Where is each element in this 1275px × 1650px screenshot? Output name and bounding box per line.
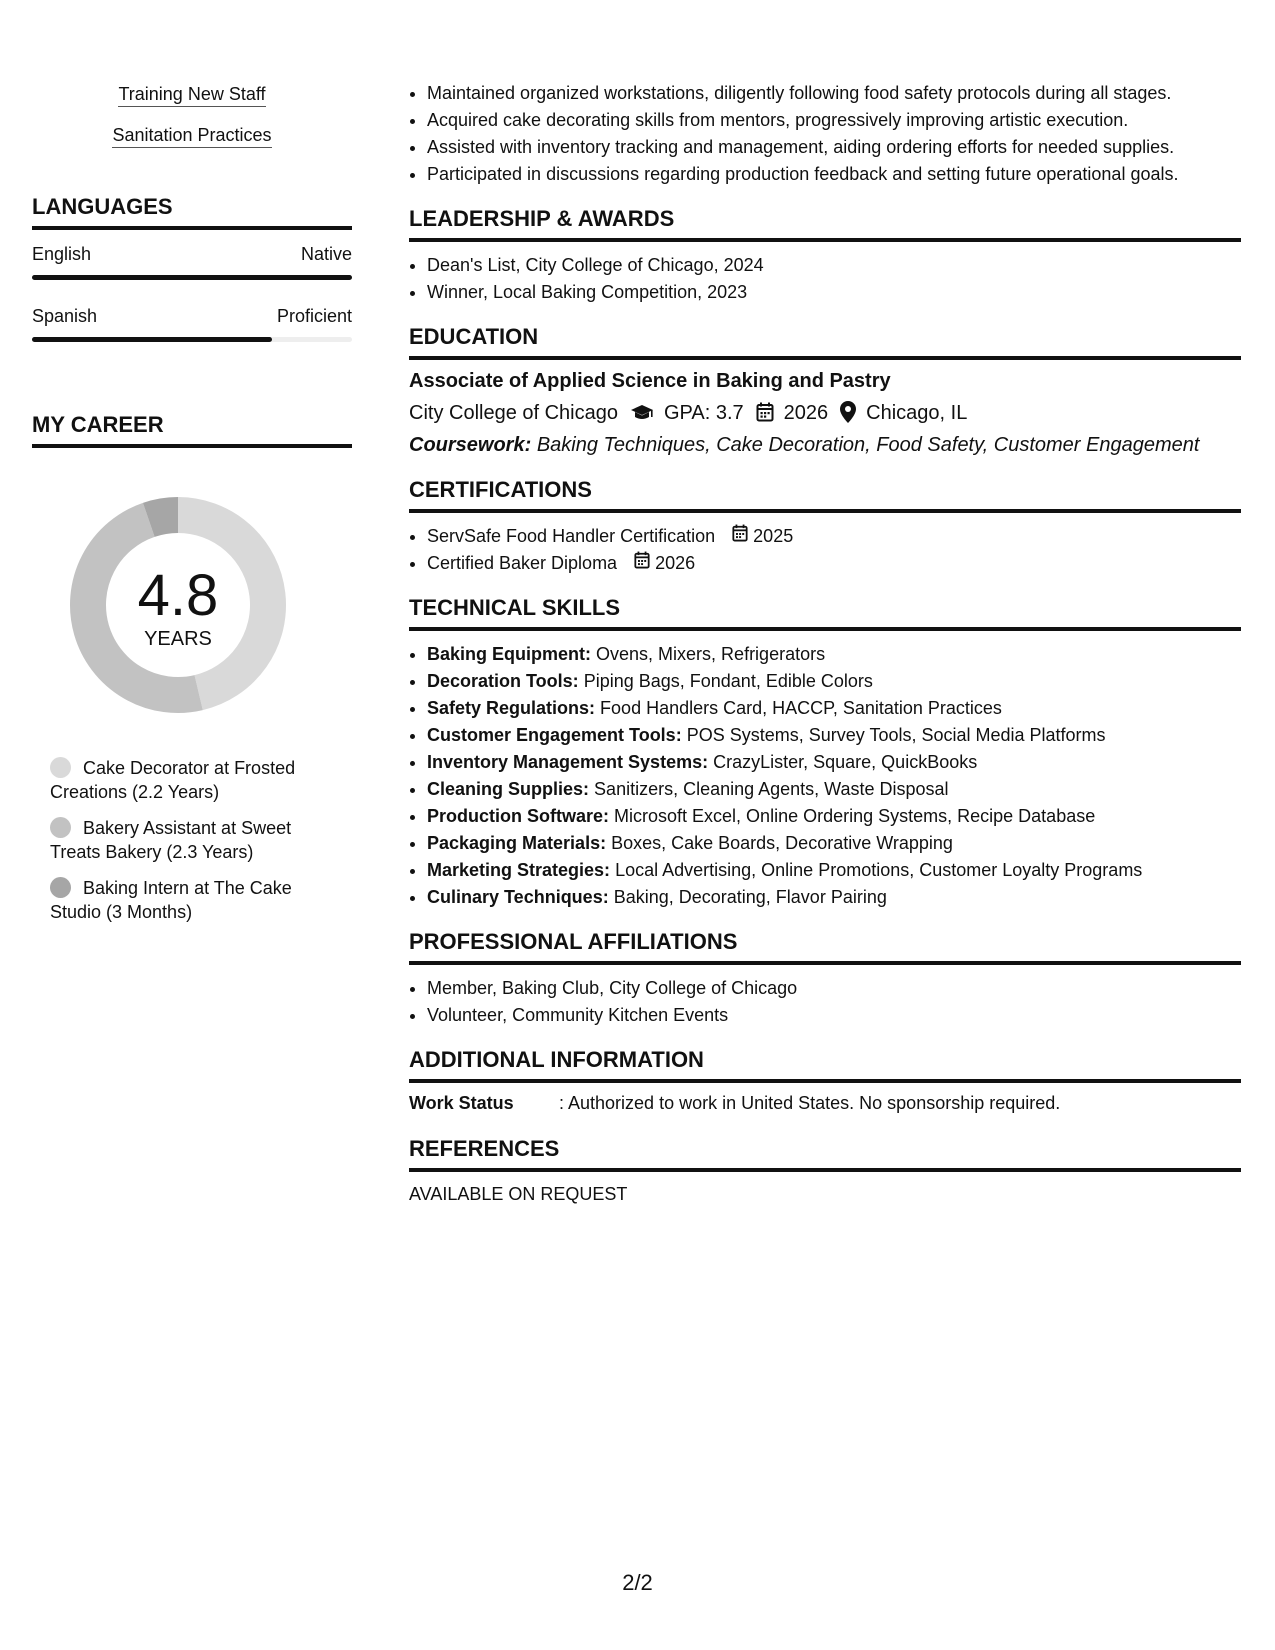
career-list [50, 756, 352, 924]
career-item: Baking Intern at The Cake Studio (3 Months) [50, 878, 292, 922]
calendar-icon [634, 553, 650, 573]
education-year: 2026 [783, 402, 829, 424]
coursework-label: Coursework: [409, 434, 532, 456]
career-item: Bakery Assistant at Sweet Treats Bakery (2.3 Years) [50, 818, 292, 862]
career-heading: MY CAREER [32, 412, 352, 448]
right-column [409, 80, 1241, 1205]
language-bar [32, 275, 352, 280]
education-coursework [409, 434, 1241, 457]
affiliations-list [409, 975, 1241, 1029]
language-level: Proficient [276, 306, 352, 326]
legend-dot [50, 757, 71, 778]
education-gpa: GPA: 3.7 [664, 402, 744, 424]
career-total-years: 4.8 [137, 563, 219, 628]
work-status-row [409, 1093, 1241, 1114]
work-status-value: : Authorized to work in United States. No sponsorship required. [559, 1093, 1061, 1113]
certifications-list [409, 523, 1241, 577]
languages-heading: LANGUAGES [32, 194, 352, 230]
technical-skill-item: • Culinary Techniques: Baking, Decorating, Flavor Pairing [427, 884, 1241, 911]
legend-dot [50, 817, 71, 838]
language-bar-fill [32, 275, 352, 280]
language-bar-fill [32, 337, 272, 342]
experience-bullet: • Acquired cake decorating skills from mentors, progressively improving artistic execution. [427, 107, 1241, 134]
education-school: City College of Chicago [409, 402, 618, 424]
education-degree: Associate of Applied Science in Baking and Pastry [409, 370, 891, 392]
technical-skill-item: • Cleaning Supplies: Sanitizers, Cleaning Agents, Waste Disposal [427, 776, 1241, 803]
education-details [409, 401, 1241, 426]
leadership-heading: LEADERSHIP & AWARDS [409, 206, 1241, 242]
certification-item [427, 550, 1241, 577]
technical-skill-item: • Decoration Tools: Piping Bags, Fondant, Edible Colors [427, 668, 1241, 695]
left-column [32, 84, 352, 936]
legend-dot [50, 877, 71, 898]
leadership-item: • Winner, Local Baking Competition, 2023 [427, 279, 1241, 306]
experience-bullets [409, 80, 1241, 188]
technical-skill-item: • Inventory Management Systems: CrazyLister, Square, QuickBooks [427, 749, 1241, 776]
language-spanish [32, 306, 352, 342]
page-number: 2/2 [622, 1570, 653, 1595]
career-years-unit: YEARS [144, 628, 212, 650]
leadership-list [409, 252, 1241, 306]
references-text: AVAILABLE ON REQUEST [409, 1184, 628, 1204]
language-name: English [32, 244, 92, 264]
technical-skill-item: • Packaging Materials: Boxes, Cake Boards, Decorative Wrapping [427, 830, 1241, 857]
certification-year: 2026 [655, 553, 696, 573]
affiliations-heading: PROFESSIONAL AFFILIATIONS [409, 929, 1241, 965]
technical-skill-item: • Customer Engagement Tools: POS Systems, Survey Tools, Social Media Platforms [427, 722, 1241, 749]
certification-item [427, 523, 1241, 550]
work-status-label: Work Status [409, 1093, 514, 1113]
career-donut-chart [65, 492, 291, 718]
certification-name: Certified Baker Diploma [427, 553, 618, 573]
skill-sanitation-practices: Sanitation Practices [32, 125, 352, 146]
certifications-heading: CERTIFICATIONS [409, 477, 1241, 513]
skill-training-new-staff: Training New Staff [32, 84, 352, 105]
experience-bullet: • Maintained organized workstations, diligently following food safety protocols during all stages. [427, 80, 1241, 107]
certification-name: ServSafe Food Handler Certification [427, 526, 716, 546]
language-name: Spanish [32, 306, 98, 326]
language-english [32, 244, 352, 280]
technical-skill-item: • Baking Equipment: Ovens, Mixers, Refrigerators [427, 641, 1241, 668]
experience-bullet: • Assisted with inventory tracking and management, aiding ordering efforts for needed supplies. [427, 134, 1241, 161]
technical-skill-item: • Production Software: Microsoft Excel, Online Ordering Systems, Recipe Database [427, 803, 1241, 830]
location-pin-icon [840, 401, 856, 426]
leadership-item: • Dean's List, City College of Chicago, 2024 [427, 252, 1241, 279]
references-heading: REFERENCES [409, 1136, 1241, 1172]
calendar-icon [732, 526, 748, 546]
education-location: Chicago, IL [866, 402, 968, 424]
technical-skills-heading: TECHNICAL SKILLS [409, 595, 1241, 631]
graduation-cap-icon [630, 402, 654, 425]
affiliation-item: • Member, Baking Club, City College of Chicago [427, 975, 1241, 1002]
experience-bullet: • Participated in discussions regarding production feedback and setting future operational goals. [427, 161, 1241, 188]
education-heading: EDUCATION [409, 324, 1241, 360]
certification-year: 2025 [753, 526, 794, 546]
technical-skill-item: • Marketing Strategies: Local Advertising, Online Promotions, Customer Loyalty Programs [427, 857, 1241, 884]
language-bar [32, 337, 352, 342]
calendar-icon [756, 402, 774, 425]
language-level: Native [300, 244, 352, 264]
career-item: Cake Decorator at Frosted Creations (2.2 Years) [50, 758, 296, 802]
affiliation-item: • Volunteer, Community Kitchen Events [427, 1002, 1241, 1029]
additional-info-heading: ADDITIONAL INFORMATION [409, 1047, 1241, 1083]
technical-skill-item: • Safety Regulations: Food Handlers Card, HACCP, Sanitation Practices [427, 695, 1241, 722]
coursework-value: Baking Techniques, Cake Decoration, Food Safety, Customer Engagement [536, 434, 1200, 456]
technical-skills-list [409, 641, 1241, 911]
